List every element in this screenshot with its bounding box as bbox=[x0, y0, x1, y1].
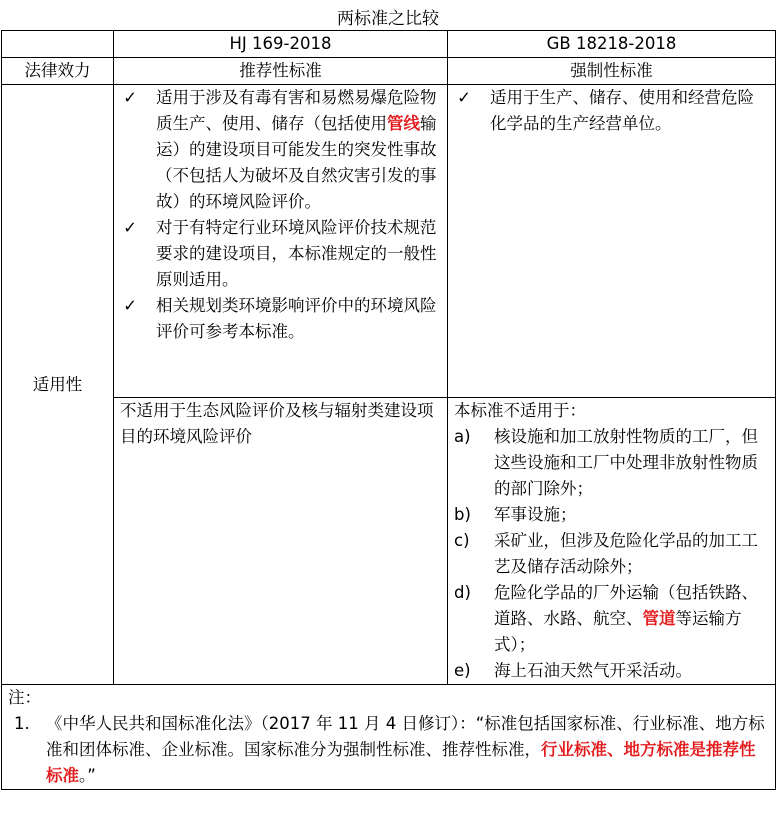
gb-applies-cell bbox=[448, 85, 776, 398]
item-text: 适用于涉及有毒有害和易燃易爆危险物质生产、使用、储存（包括使用 bbox=[156, 88, 437, 133]
notes-cell bbox=[2, 685, 776, 790]
legal-effect-hj: 推荐性标准 bbox=[114, 58, 448, 85]
hj-applies-cell bbox=[114, 85, 448, 398]
legal-effect-label: 法律效力 bbox=[2, 58, 114, 85]
gb-not-applies-item bbox=[454, 424, 769, 502]
list-marker: d) bbox=[454, 583, 471, 602]
item-text: 危险化学品的厂外运输（包括铁路、道路、水路、航空、 bbox=[494, 583, 758, 628]
gb-not-applies-item bbox=[454, 528, 769, 580]
item-text: 海上石油天然气开采活动。 bbox=[494, 661, 692, 680]
item-text: 适用于生产、储存、使用和经营危险化学品的生产经营单位。 bbox=[490, 88, 754, 133]
hj-applies-list bbox=[120, 85, 441, 345]
gb-not-applies-item bbox=[454, 658, 769, 684]
list-marker: a) bbox=[454, 427, 471, 446]
item-text: 采矿业，但涉及危险化学品的加工工艺及储存活动除外； bbox=[494, 531, 758, 576]
applicability-row bbox=[2, 85, 776, 398]
note-highlight: 行业标准、地方标准是推荐性标准 bbox=[46, 740, 756, 785]
list-marker: c) bbox=[454, 531, 470, 550]
hj-applies-item bbox=[120, 215, 441, 293]
gb-applies-item bbox=[454, 85, 769, 137]
checkmark-icon: ✓ bbox=[123, 296, 137, 315]
list-marker: b) bbox=[454, 505, 471, 524]
item-text: 对于有特定行业环境风险评价技术规范要求的建设项目，本标准规定的一般性原则适用。 bbox=[156, 218, 437, 289]
gb-not-applies-item bbox=[454, 502, 769, 528]
item-text: 相关规划类环境影响评价中的环境风险评价可参考本标准。 bbox=[156, 296, 437, 341]
applicability-label: 适用性 bbox=[2, 85, 114, 685]
item-text: 军事设施； bbox=[494, 505, 577, 524]
not-applicable-row bbox=[2, 398, 776, 685]
notes-label: 注： bbox=[8, 688, 41, 707]
item-text-cont: 输运）的建设项目可能发生的突发性事故（不包括人为破坏及自然灾害引发的事故）的环境风险评价。 bbox=[156, 114, 437, 211]
highlight-text: 管道 bbox=[642, 609, 676, 628]
gb-not-applies-item bbox=[454, 580, 769, 658]
gb-applies-list bbox=[454, 85, 769, 137]
hj-applies-item bbox=[120, 85, 441, 215]
note-number: 1. bbox=[14, 714, 30, 733]
hj-not-applies-cell: 不适用于生态风险评价及核与辐射类建设项目的环境风险评价 bbox=[114, 398, 448, 685]
header-row bbox=[2, 31, 776, 58]
highlight-text: 管线 bbox=[387, 114, 420, 133]
checkmark-icon: ✓ bbox=[457, 88, 471, 107]
note-text-end: 。” bbox=[79, 766, 96, 785]
gb-not-applies-list bbox=[454, 424, 769, 684]
item-text: 核设施和加工放射性物质的工厂，但这些设施和工厂中处理非放射性物质的部门除外； bbox=[494, 427, 758, 498]
document-title: 两标准之比较 bbox=[337, 9, 439, 29]
checkmark-icon: ✓ bbox=[123, 88, 137, 107]
header-corner-cell bbox=[2, 31, 114, 58]
hj-applies-item bbox=[120, 293, 441, 345]
item-text-cont: 等运输方式）； bbox=[494, 609, 742, 654]
note-item bbox=[8, 711, 769, 789]
note-text: 《中华人民共和国标准化法》（2017 年 11 月 4 日修订）：“标准包括国家标准、行业标准、地方标准和团体标准、企业标准。国家标准分为强制性标准、推荐性标准， bbox=[46, 714, 765, 759]
legal-effect-row bbox=[2, 58, 776, 85]
legal-effect-gb: 强制性标准 bbox=[448, 58, 776, 85]
header-hj-cell: HJ 169-2018 bbox=[114, 31, 448, 58]
notes-row bbox=[2, 685, 776, 790]
list-marker: e) bbox=[454, 661, 471, 680]
gb-not-applies-intro: 本标准不适用于： bbox=[454, 401, 586, 420]
header-gb-cell: GB 18218-2018 bbox=[448, 31, 776, 58]
gb-not-applies-cell bbox=[448, 398, 776, 685]
notes-list bbox=[8, 711, 769, 789]
checkmark-icon: ✓ bbox=[123, 218, 137, 237]
comparison-table bbox=[1, 30, 776, 790]
